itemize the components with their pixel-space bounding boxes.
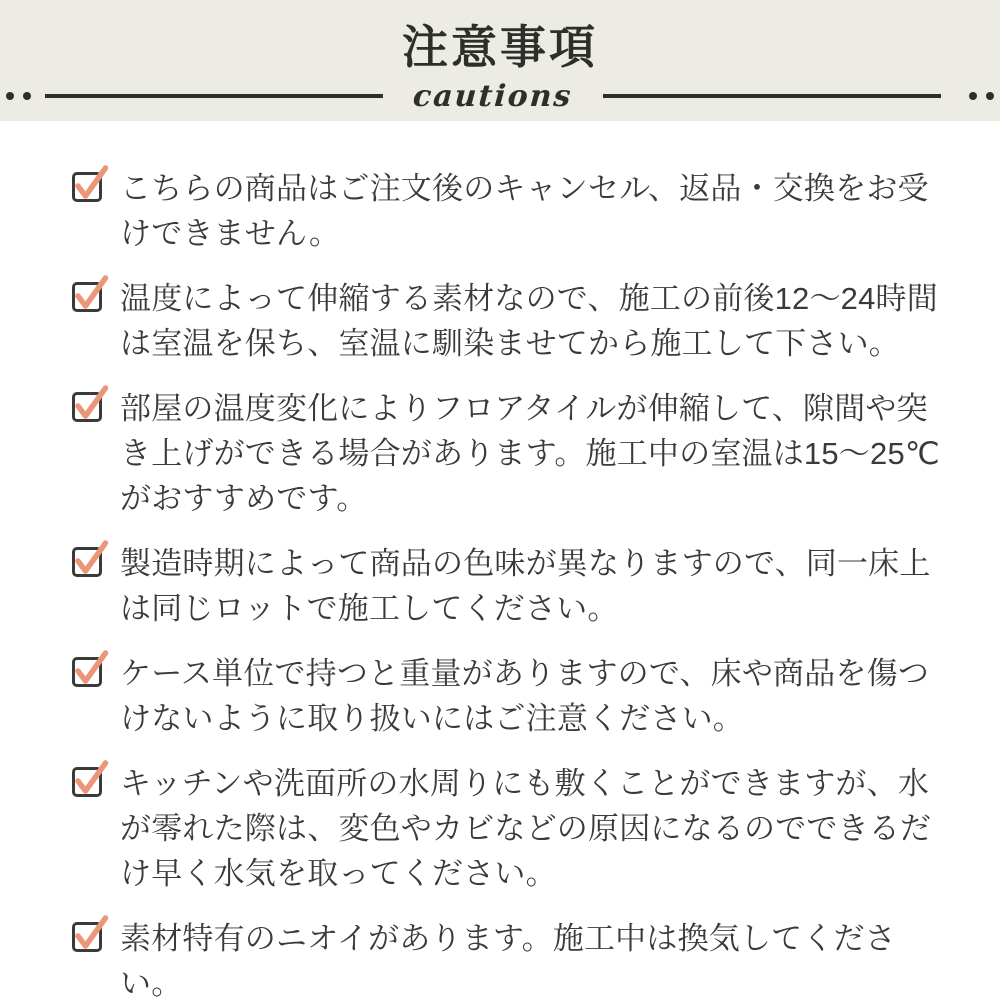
caution-text: 製造時期によって商品の色味が異なりますので、同一床上は同じロットで施工してください。 bbox=[120, 546, 931, 626]
caution-text: 部屋の温度変化によりフロアタイルが伸縮して、隙間や突き上げができる場合があります。施工中の室温は15〜25℃がおすすめです。 bbox=[120, 391, 940, 516]
cautions-list bbox=[0, 121, 1000, 1000]
checked-checkbox-icon bbox=[72, 172, 102, 202]
header-divider bbox=[0, 77, 1000, 115]
section-header bbox=[0, 0, 1000, 121]
caution-list-item bbox=[72, 761, 940, 896]
checked-checkbox-icon bbox=[72, 767, 102, 797]
caution-text: こちらの商品はご注文後のキャンセル、返品・交換をお受けできません。 bbox=[120, 171, 929, 251]
caution-text: 温度によって伸縮する素材なので、施工の前後12〜24時間は室温を保ち、室温に馴染ませてから施工して下さい。 bbox=[120, 281, 938, 361]
checked-checkbox-icon bbox=[72, 392, 102, 422]
divider-dot bbox=[969, 92, 977, 100]
checked-checkbox-icon bbox=[72, 547, 102, 577]
page-title: 注意事項 bbox=[402, 21, 598, 73]
checked-checkbox-icon bbox=[72, 922, 102, 952]
divider-dot bbox=[6, 92, 14, 100]
section-subtitle: cautions bbox=[412, 78, 574, 114]
caution-text: 素材特有のニオイがあります。施工中は換気してください。 bbox=[120, 921, 896, 1000]
caution-list-item bbox=[72, 166, 940, 256]
caution-text: ケース単位で持つと重量がありますので、床や商品を傷つけないように取り扱いにはご注意ください。 bbox=[120, 656, 930, 736]
divider-dot bbox=[23, 92, 31, 100]
divider-line bbox=[603, 94, 941, 98]
caution-list-item bbox=[72, 386, 940, 521]
caution-list-item bbox=[72, 541, 940, 631]
caution-text: キッチンや洗面所の水周りにも敷くことができますが、水が零れた際は、変色やカビなどの原因になるのでできるだけ早く水気を取ってください。 bbox=[120, 766, 932, 891]
divider-line bbox=[45, 94, 383, 98]
checked-checkbox-icon bbox=[72, 657, 102, 687]
divider-dot bbox=[986, 92, 994, 100]
checked-checkbox-icon bbox=[72, 282, 102, 312]
caution-list-item bbox=[72, 276, 940, 366]
caution-list-item bbox=[72, 916, 940, 1000]
caution-list-item bbox=[72, 651, 940, 741]
